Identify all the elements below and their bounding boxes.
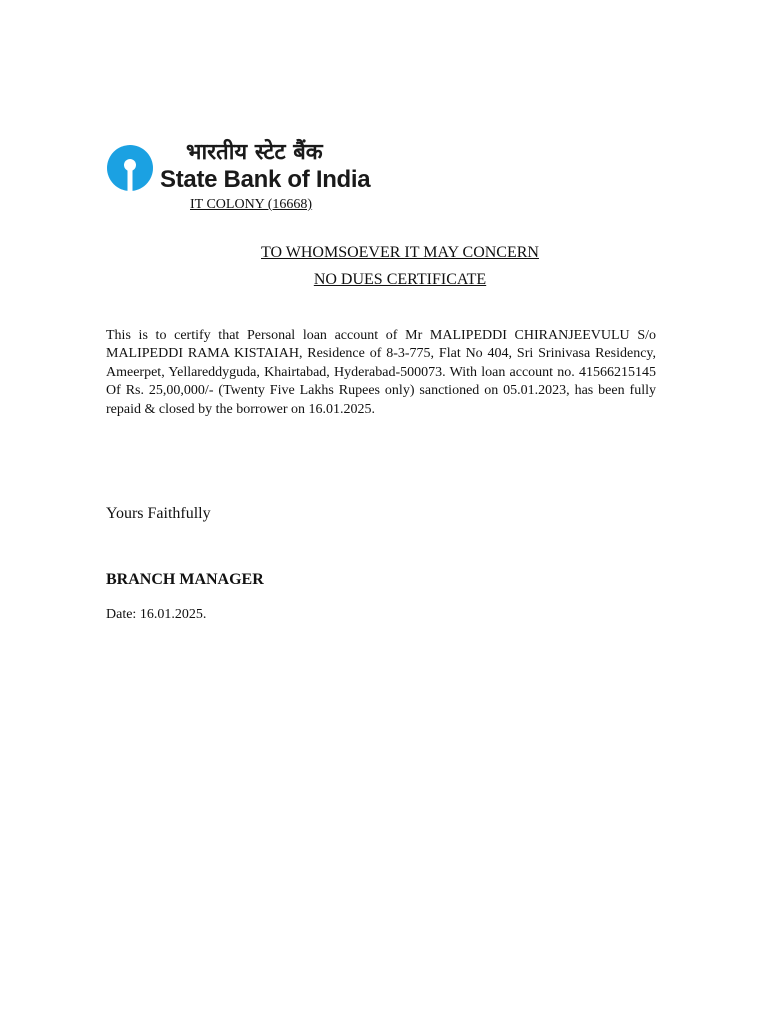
- sbi-keyhole-logo-icon: [106, 144, 154, 192]
- closing-salutation: Yours Faithfully: [106, 505, 211, 522]
- issue-date: Date: 16.01.2025.: [106, 607, 207, 622]
- certificate-body: This is to certify that Personal loan account of Mr MALIPEDDI CHIRANJEEVULU S/o MALIPEDDI RAMA KISTAIAH, Residence of 8-3-775, Flat No 404, Sri Srinivasa Residency, Ameerpet, Yellareddyguda, Khairtabad, Hyderabad-500073. With loan account no. 41566215145 Of Rs. 25,00,000/- (Twenty Five Lakhs Rupees only) sanctioned on 05.01.2023, has been fully repaid & closed by the borrower on 16.01.2025.: [106, 328, 656, 417]
- bank-letterhead: [106, 140, 371, 196]
- bank-name-english: State Bank of India: [160, 166, 371, 193]
- signatory-title: BRANCH MANAGER: [106, 571, 264, 588]
- bank-name-hindi: भारतीय स्टेट बैंक: [186, 140, 323, 165]
- branch-name: IT COLONY (16668): [190, 197, 313, 212]
- heading-certificate-title: NO DUES CERTIFICATE: [313, 271, 487, 288]
- heading-to-whom: TO WHOMSOEVER IT MAY CONCERN: [261, 244, 539, 261]
